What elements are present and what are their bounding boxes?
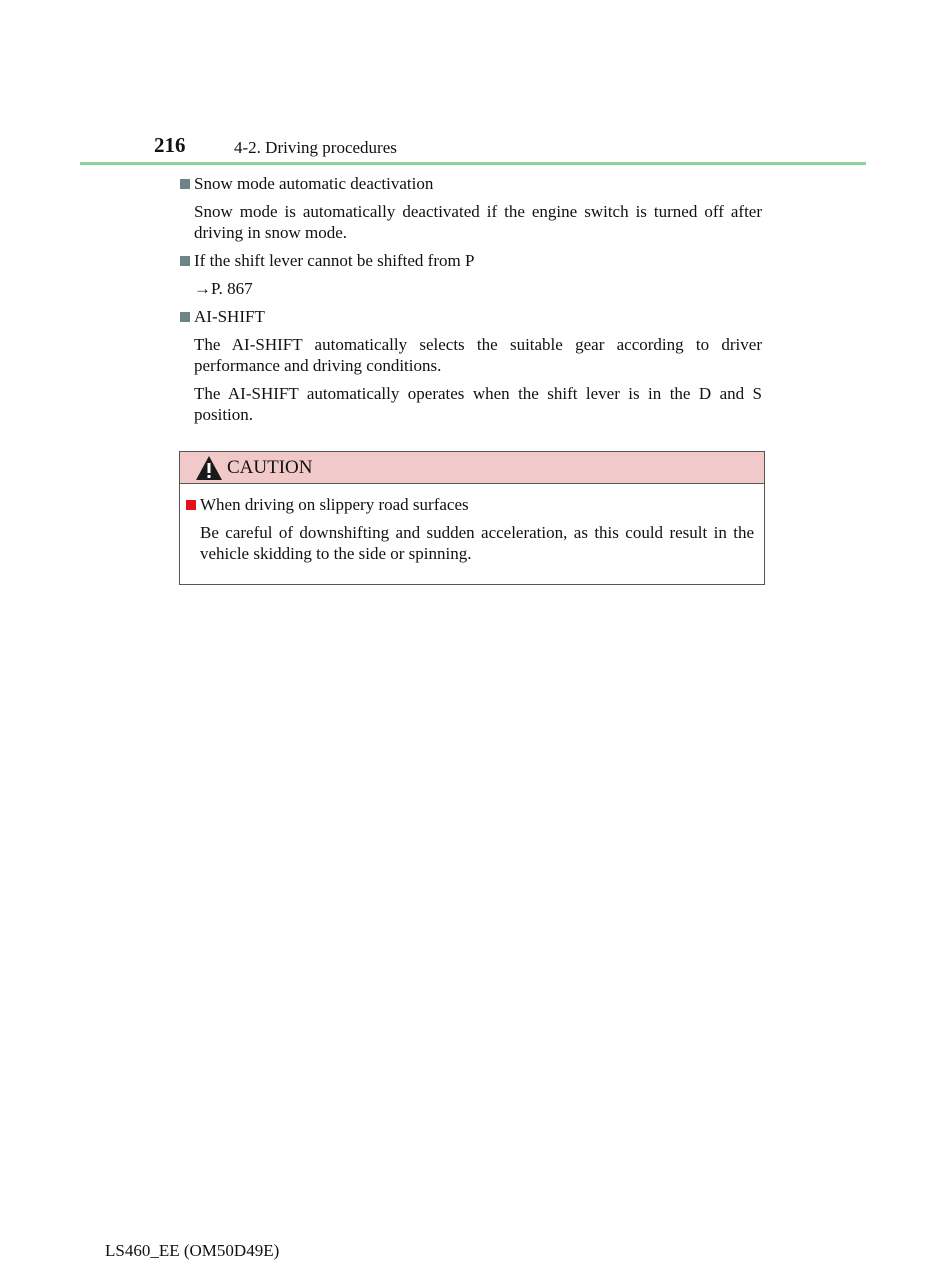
red-square-bullet-icon [186,500,196,510]
main-content [180,173,762,432]
caution-text: Be careful of downshifting and sudden acceleration, as this could result in the vehicle skidding to the side or spinning. [200,523,754,563]
heading-text: AI-SHIFT [194,307,265,326]
section-heading [180,306,762,328]
caution-box [179,451,765,585]
heading-text: If the shift lever cannot be shifted from P [194,251,475,270]
square-bullet-icon [180,256,190,266]
paragraph: The AI-SHIFT automatically selects the suitable gear according to driver performance and driving conditions. [194,335,762,375]
footer-code: LS460_EE (OM50D49E) [105,1241,280,1260]
section-heading [180,173,762,195]
caution-heading-text: When driving on slippery road surfaces [200,495,469,514]
square-bullet-icon [180,179,190,189]
caution-title: CAUTION [227,456,313,478]
paragraph: The AI-SHIFT automatically operates when the shift lever is in the D and S position. [194,384,762,424]
square-bullet-icon [180,312,190,322]
page-reference: →P. 867 [194,279,253,298]
paragraph: Snow mode is automatically deactivated if the engine switch is turned off after driving in snow mode. [194,202,762,242]
section-heading [180,250,762,272]
header-divider [80,162,866,165]
section-title: 4-2. Driving procedures [234,138,397,157]
warning-triangle-icon [195,455,223,481]
heading-text: Snow mode automatic deactivation [194,174,434,193]
caution-header [180,452,764,484]
caution-heading [186,494,754,516]
caution-body [180,484,764,564]
page-number: 216 [154,133,186,157]
